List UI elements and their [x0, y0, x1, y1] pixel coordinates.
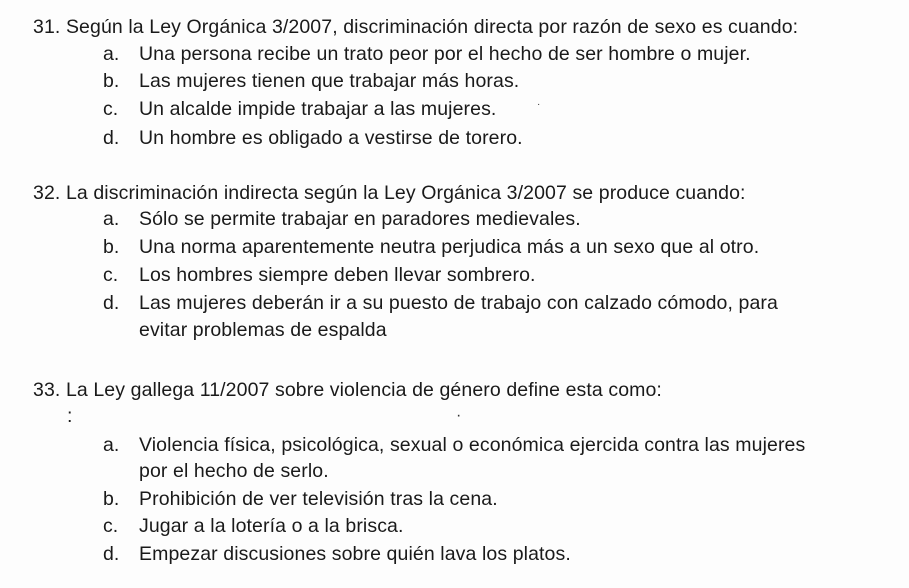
option-text-line-1: Violencia física, psicológica, sexual o económica ejercida contra las mujeres [139, 434, 806, 456]
option-text: Los hombres siempre deben llevar sombrero. [139, 264, 536, 286]
option-letter: c. [103, 515, 119, 537]
option-text: Un hombre es obligado a vestirse de torero. [139, 127, 523, 149]
option-text-line-2: por el hecho de serlo. [139, 460, 329, 482]
option-letter: c. [103, 98, 119, 120]
option-text: Jugar a la lotería o a la brisca. [139, 515, 404, 537]
scan-speck: · [537, 99, 541, 110]
option-letter: d. [103, 543, 120, 565]
option-letter: b. [103, 488, 120, 510]
question-number: 32. [33, 182, 61, 204]
option-letter: d. [103, 127, 120, 149]
option-letter: c. [103, 264, 119, 286]
question-text: La Ley gallega 11/2007 sobre violencia de género define esta como: [65, 379, 662, 401]
question-31-stem [33, 15, 798, 39]
option-text: Empezar discusiones sobre quién lava los platos. [139, 543, 571, 565]
option-letter: b. [103, 236, 120, 258]
question-33-continuation: : [67, 405, 73, 427]
option-letter: a. [103, 434, 120, 456]
option-text: Una norma aparentemente neutra perjudica más a un sexo que al otro. [139, 236, 760, 258]
option-text: Las mujeres tienen que trabajar más horas. [139, 70, 520, 92]
option-text: Prohibición de ver televisión tras la cena. [139, 488, 498, 510]
question-33-stem [33, 378, 662, 402]
option-letter: a. [103, 43, 120, 65]
option-text: Una persona recibe un trato peor por el hecho de ser hombre o mujer. [139, 43, 751, 65]
option-text-line-2: evitar problemas de espalda [139, 319, 387, 341]
question-number: 31. [33, 16, 61, 38]
question-text: Según la Ley Orgánica 3/2007, discriminación directa por razón de sexo es cuando: [65, 16, 799, 38]
option-letter: b. [103, 70, 120, 92]
question-number: 33. [33, 379, 61, 401]
option-text: Sólo se permite trabajar en paradores medievales. [139, 208, 581, 230]
question-text: La discriminación indirecta según la Ley Orgánica 3/2007 se produce cuando: [65, 182, 746, 204]
option-text: Un alcalde impide trabajar a las mujeres. [139, 98, 497, 120]
option-letter: d. [103, 292, 120, 314]
option-text-line-1: Las mujeres deberán ir a su puesto de trabajo con calzado cómodo, para [139, 292, 778, 314]
scan-speck: · [456, 407, 462, 424]
question-32-stem [33, 181, 746, 205]
option-letter: a. [103, 208, 120, 230]
